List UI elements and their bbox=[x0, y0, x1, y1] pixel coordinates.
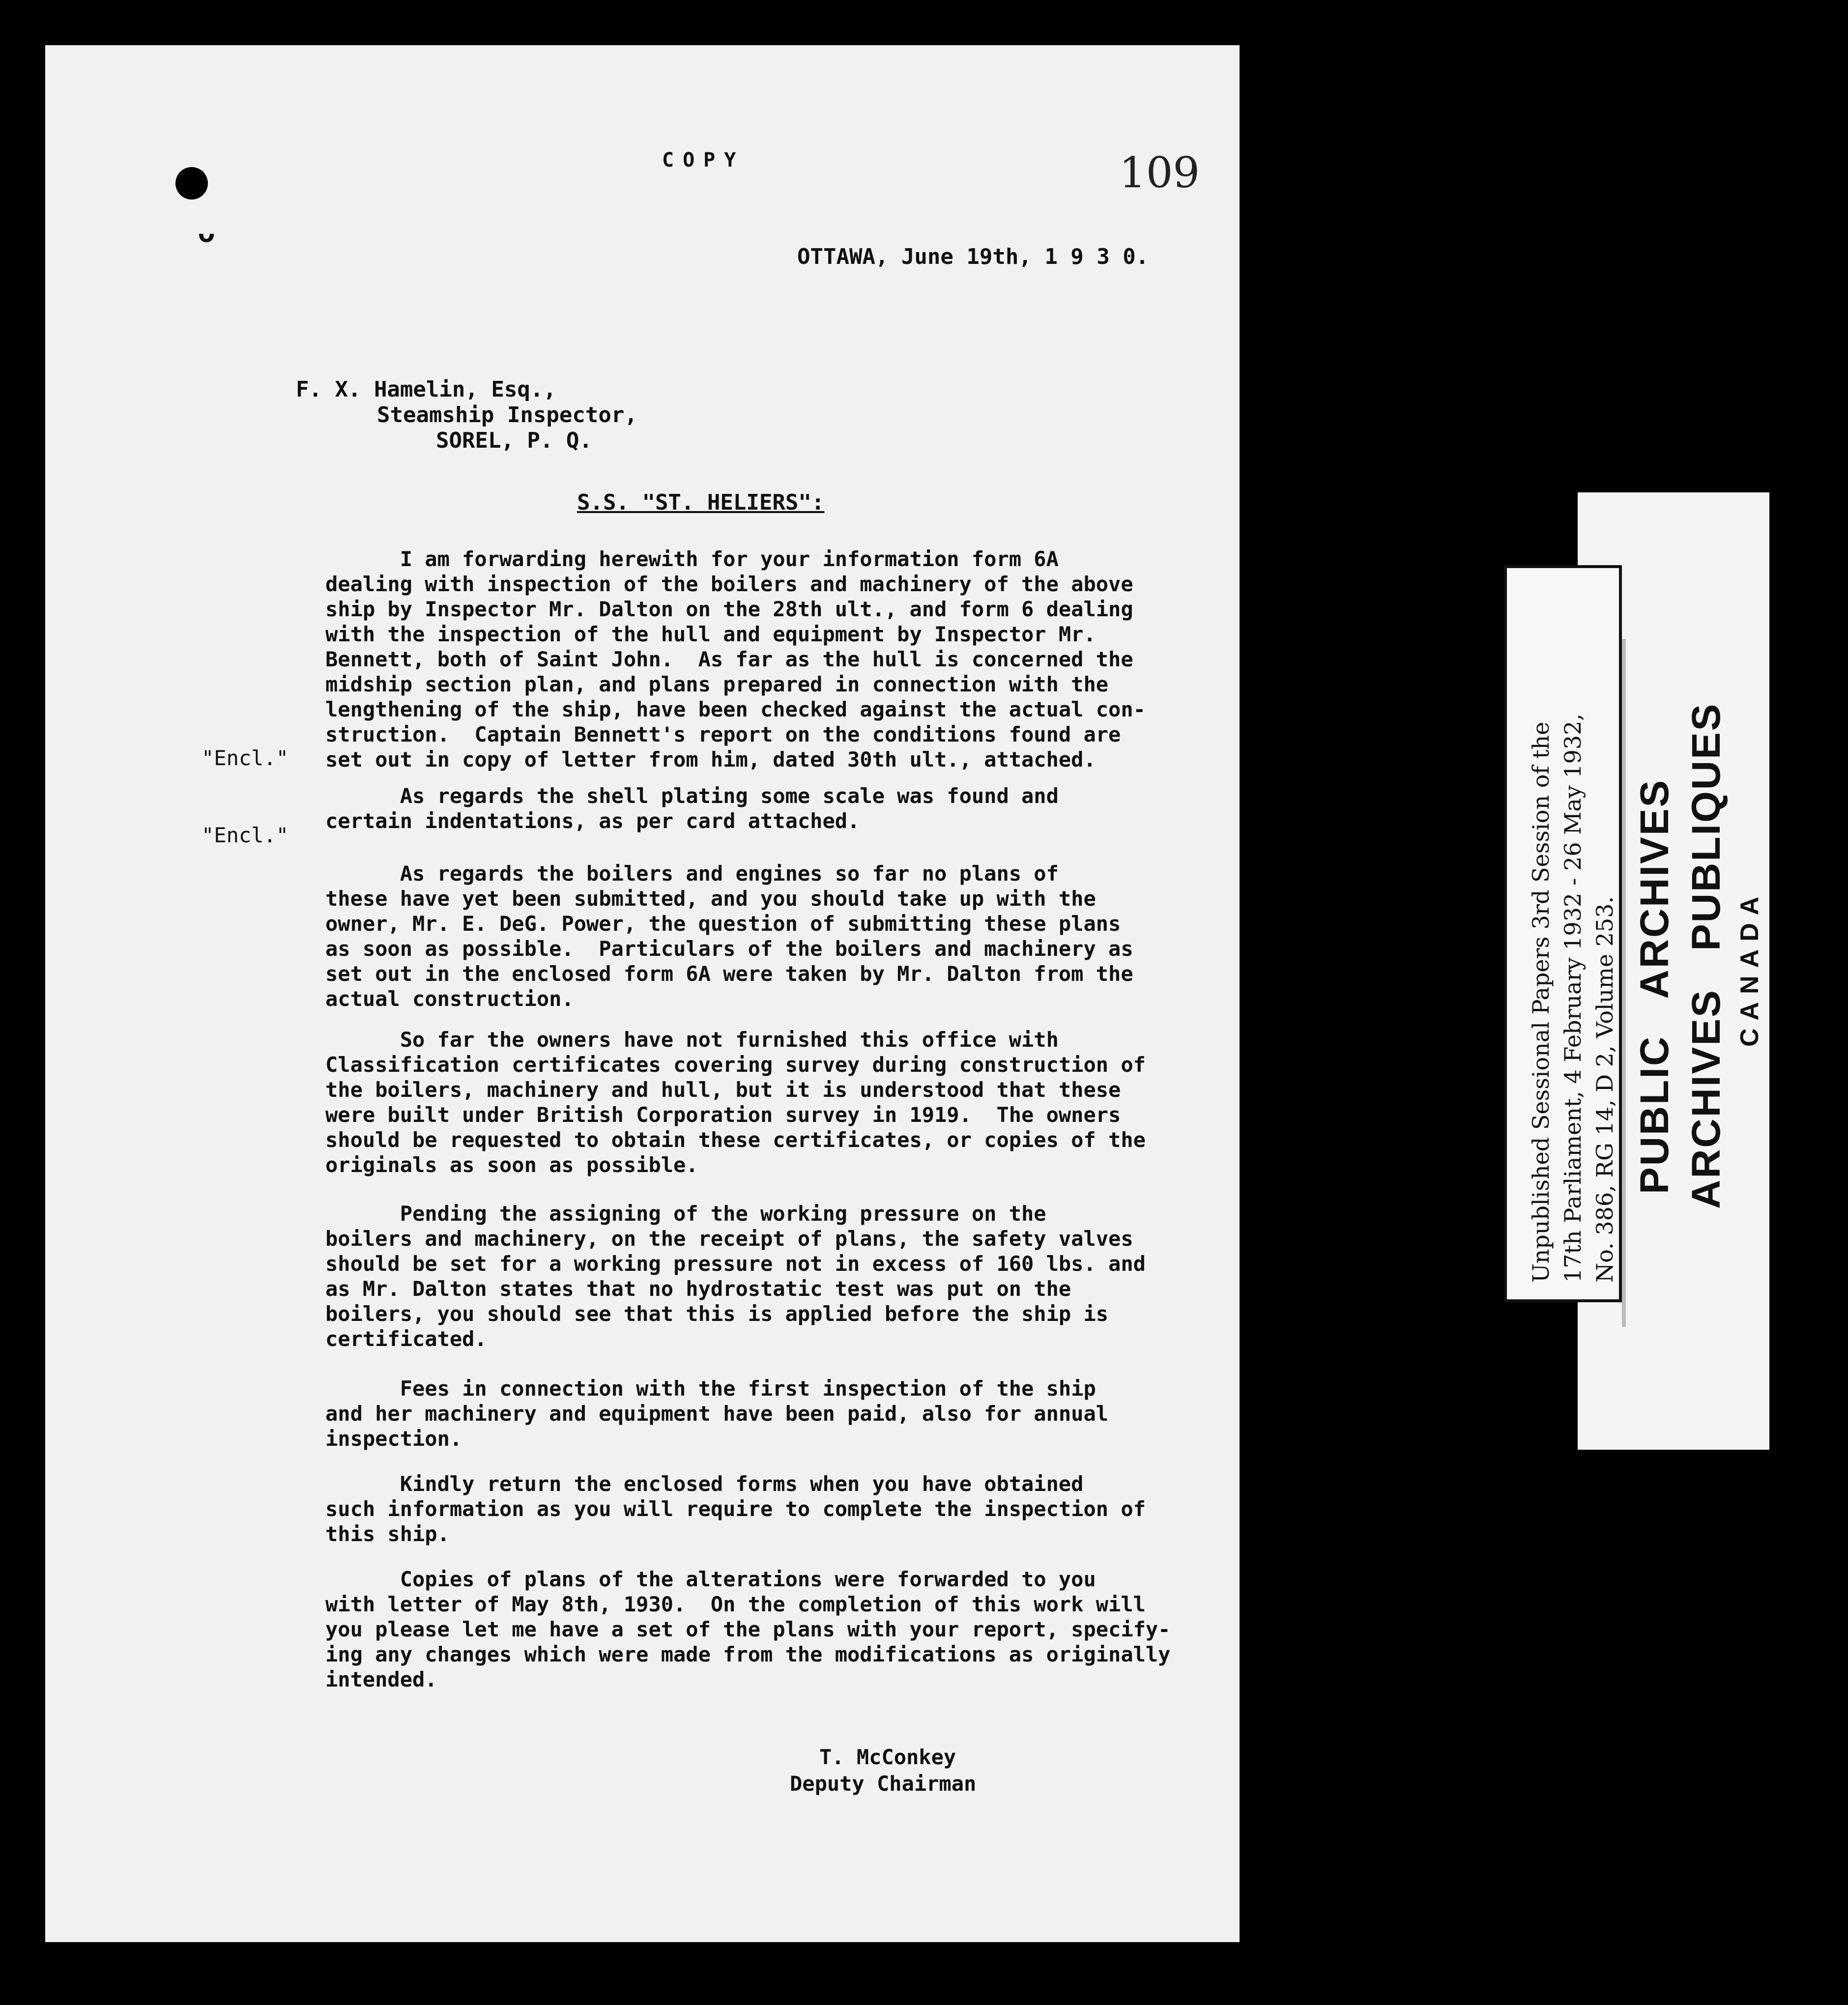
dateline: OTTAWA, June 19th, 1 9 3 0. bbox=[797, 244, 1149, 269]
body-line: as soon as possible. Particulars of the boilers and machinery as bbox=[325, 937, 1133, 961]
body-line: So far the owners have not furnished this office with bbox=[325, 1028, 1059, 1052]
page-number: 109 bbox=[1119, 148, 1200, 198]
body-line: intended. bbox=[325, 1667, 437, 1691]
margin-note-encl: "Encl." bbox=[202, 823, 289, 847]
body-line: Bennett, both of Saint John. As far as the hull is concerned the bbox=[325, 647, 1133, 671]
body-line: with the inspection of the hull and equipment by Inspector Mr. bbox=[325, 622, 1096, 646]
signature-name: T. McConkey bbox=[819, 1745, 956, 1769]
body-line: I am forwarding herewith for your information form 6A bbox=[325, 547, 1059, 571]
body-line: this ship. bbox=[325, 1522, 450, 1546]
body-line: should be requested to obtain these certificates, or copies of the bbox=[325, 1128, 1146, 1152]
body-line: certain indentations, as per card attached. bbox=[325, 809, 860, 833]
body-line: boilers, you should see that this is applied before the ship is bbox=[325, 1302, 1109, 1326]
archive-stamp-line-public: PUBLIC ARCHIVES bbox=[1632, 778, 1677, 1194]
body-line: Copies of plans of the alterations were forwarded to you bbox=[325, 1567, 1096, 1591]
body-line: inspection. bbox=[325, 1427, 462, 1451]
body-line: were built under British Corporation survey in 1919. The owners bbox=[325, 1103, 1121, 1127]
archive-stamp-canada: CANADA bbox=[1735, 888, 1764, 1047]
subject-line: S.S. "ST. HELIERS": bbox=[577, 490, 825, 515]
body-line: ship by Inspector Mr. Dalton on the 28th ult., and form 6 dealing bbox=[325, 597, 1133, 621]
copy-label: COPY bbox=[662, 149, 745, 172]
body-line: as Mr. Dalton states that no hydrostatic test was put on the bbox=[325, 1277, 1071, 1301]
letter-page bbox=[45, 45, 1240, 1942]
body-line: owner, Mr. E. DeG. Power, the question of submitting these plans bbox=[325, 912, 1121, 936]
punch-hole bbox=[175, 167, 208, 200]
body-line: you please let me have a set of the plans with your report, specify- bbox=[325, 1617, 1171, 1641]
body-line: such information as you will require to complete the inspection of bbox=[325, 1497, 1146, 1521]
body-line: struction. Captain Bennett's report on the conditions found are bbox=[325, 722, 1121, 746]
body-line: originals as soon as possible. bbox=[325, 1153, 698, 1177]
body-line: boilers and machinery, on the receipt of plans, the safety valves bbox=[325, 1227, 1133, 1251]
body-line: set out in copy of letter from him, dated 30th ult., attached. bbox=[325, 747, 1096, 772]
archive-citation-line: 17th Parliament, 4 February 1932 - 26 May 1932, bbox=[1559, 713, 1586, 1283]
margin-note-encl: "Encl." bbox=[202, 746, 289, 770]
recipient-name: F. X. Hamelin, Esq., bbox=[296, 377, 556, 402]
body-line: As regards the boilers and engines so far no plans of bbox=[325, 861, 1059, 886]
pencil-mark: ᴗ bbox=[198, 215, 216, 249]
body-line: Pending the assigning of the working pressure on the bbox=[325, 1202, 1046, 1226]
recipient-title: Steamship Inspector, bbox=[377, 402, 637, 428]
signature-title: Deputy Chairman bbox=[790, 1772, 977, 1796]
body-line: As regards the shell plating some scale was found and bbox=[325, 784, 1059, 808]
body-line: Classification certificates covering survey during construction of bbox=[325, 1053, 1146, 1077]
body-line: these have yet been submitted, and you should take up with the bbox=[325, 887, 1096, 911]
archive-citation-line: No. 386, RG 14, D 2, Volume 253. bbox=[1591, 896, 1618, 1283]
body-line: and her machinery and equipment have been paid, also for annual bbox=[325, 1402, 1109, 1426]
body-line: should be set for a working pressure not in excess of 160 lbs. and bbox=[325, 1252, 1146, 1276]
archive-label-edge bbox=[1622, 639, 1626, 1327]
body-line: ing any changes which were made from the modifications as originally bbox=[325, 1642, 1171, 1666]
recipient-location: SOREL, P. Q. bbox=[436, 428, 592, 453]
archive-citation-line: Unpublished Sessional Papers 3rd Session of the bbox=[1528, 721, 1554, 1283]
body-line: Kindly return the enclosed forms when you have obtained bbox=[325, 1472, 1084, 1496]
archive-stamp-line-publiques: ARCHIVES PUBLIQUES bbox=[1684, 702, 1729, 1209]
body-line: set out in the enclosed form 6A were taken by Mr. Dalton from the bbox=[325, 962, 1133, 986]
body-line: actual construction. bbox=[325, 987, 574, 1011]
body-line: the boilers, machinery and hull, but it is understood that these bbox=[325, 1078, 1121, 1102]
body-line: midship section plan, and plans prepared in connection with the bbox=[325, 672, 1109, 696]
body-line: Fees in connection with the first inspection of the ship bbox=[325, 1376, 1096, 1401]
body-line: with letter of May 8th, 1930. On the completion of this work will bbox=[325, 1592, 1146, 1616]
body-line: certificated. bbox=[325, 1327, 487, 1351]
body-line: lengthening of the ship, have been checked against the actual con- bbox=[325, 697, 1146, 721]
body-line: dealing with inspection of the boilers and machinery of the above bbox=[325, 572, 1133, 596]
